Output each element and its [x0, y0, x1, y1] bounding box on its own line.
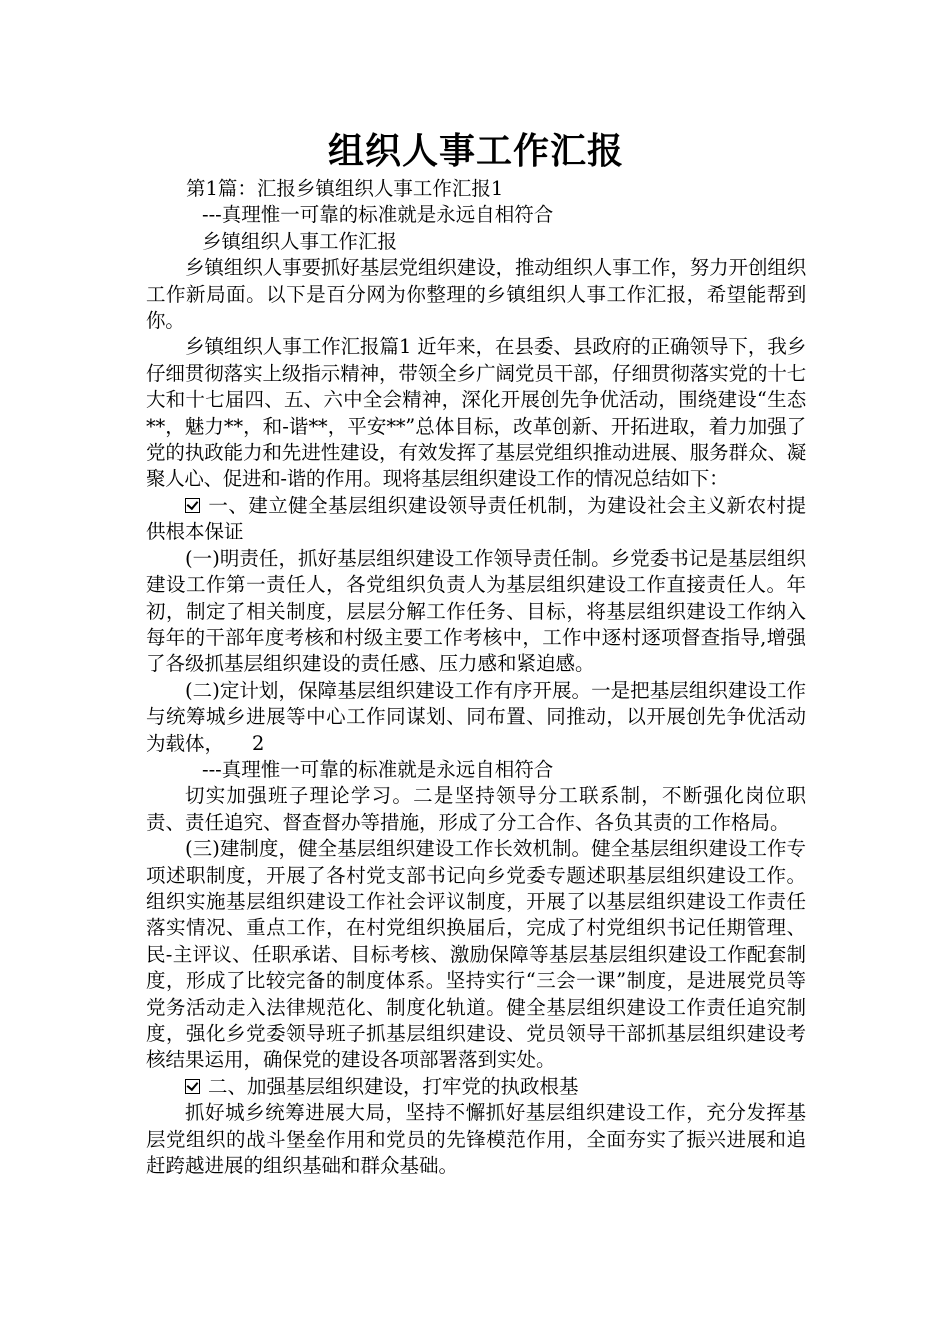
section-2-heading: [146, 1074, 806, 1100]
section-1-heading: [146, 493, 806, 546]
checkbox-checked-icon: [185, 498, 200, 513]
intro-paragraph: 乡镇组织人事要抓好基层党组织建设，推动组织人事工作，努力开创组织工作新局面。以下是百分网为你整理的乡镇组织人事工作汇报，希望能帮到你。: [146, 256, 806, 333]
source-heading: 第1篇：汇报乡镇组织人事工作汇报1: [186, 177, 504, 200]
item-2-text: (二)定计划，保障基层组织建设工作有序开展。一是把基层组织建设工作与统筹城乡进展等中心工作同谋划、同布置、同推动，以开展创先争优活动为载体，: [146, 678, 806, 755]
paragraph-last: 抓好城乡统筹进展大局，坚持不懈抓好基层组织建设工作，充分发挥基层党组织的战斗堡垒作用和党员的先锋模范作用，全面夯实了振兴进展和追赶跨越进展的组织基础和群众基础。: [146, 1101, 806, 1178]
motto-2: ---真理惟一可靠的标准就是永远自相符合: [202, 757, 554, 781]
motto: ---真理惟一可靠的标准就是永远自相符合: [202, 203, 554, 227]
item-1: (一)明责任，抓好基层组织建设工作领导责任制。乡党委书记是基层组织建设工作第一责任人，各党组织负责人为基层组织建设工作直接责任人。年初，制定了相关制度，层层分解工作任务、目标，将基层组织建设工作纳入每年的干部年度考核和村级主要工作考核中，工作中逐村逐项督查指导,增强了各级抓基层组织建设的责任感、压力感和紧迫感。: [146, 546, 806, 676]
section-2-heading-text: 二、加强基层组织建设，打牢党的执政根基: [208, 1074, 579, 1098]
page-number: 2: [252, 731, 265, 755]
item-2-continued: 切实加强班子理论学习。二是坚持领导分工联系制，不断强化岗位职责、责任追究、督查督办等措施，形成了分工合作、各负其责的工作格局。: [146, 784, 806, 834]
checkbox-checked-icon: [185, 1079, 200, 1094]
item-3: (三)建制度，健全基层组织建设工作长效机制。健全基层组织建设工作专项述职制度，开展了各村党支部书记向乡党委专题述职基层组织建设工作。组织实施基层组织建设工作社会评议制度，开展了以基层组织建设工作责任落实情况、重点工作，在村党组织换届后，完成了村党组织书记任期管理、民-主评议、任职承诺、目标考核、激励保障等基层基层组织建设工作配套制度，形成了比较完备的制度体系。坚持实行“三会一课”制度，是进展党员等党务活动走入法律规范化、制度化轨道。健全基层组织建设工作责任追究制度，强化乡党委领导班子抓基层组织建设、党员领导干部抓基层组织建设考核结果运用，确保党的建设各项部署落到实处。: [146, 837, 806, 1072]
document-page: [146, 128, 806, 1179]
item-2: [146, 678, 806, 757]
document-title: 组织人事工作汇报: [327, 130, 624, 172]
section-1-heading-text: 一、建立健全基层组织建设领导责任机制，为建设社会主义新农村提供根本保证: [146, 493, 806, 544]
subtitle: 乡镇组织人事工作汇报: [202, 229, 398, 253]
paragraph-1: 乡镇组织人事工作汇报篇1 近年来，在县委、县政府的正确领导下，我乡仔细贯彻落实上级指示精神，带领全乡广阔党员干部，仔细贯彻落实党的十七大和十七届四、五、六中全会精神，深化开展创先争优活动，围绕建设“生态**，魅力**，和-谐**，平安**”总体目标，改革创新、开拓进取，着力加强了党的执政能力和先进性建设，有效发挥了基层党组织推动进展、服务群众、凝聚人心、促进和-谐的作用。现将基层组织建设工作的情况总结如下：: [146, 335, 806, 491]
